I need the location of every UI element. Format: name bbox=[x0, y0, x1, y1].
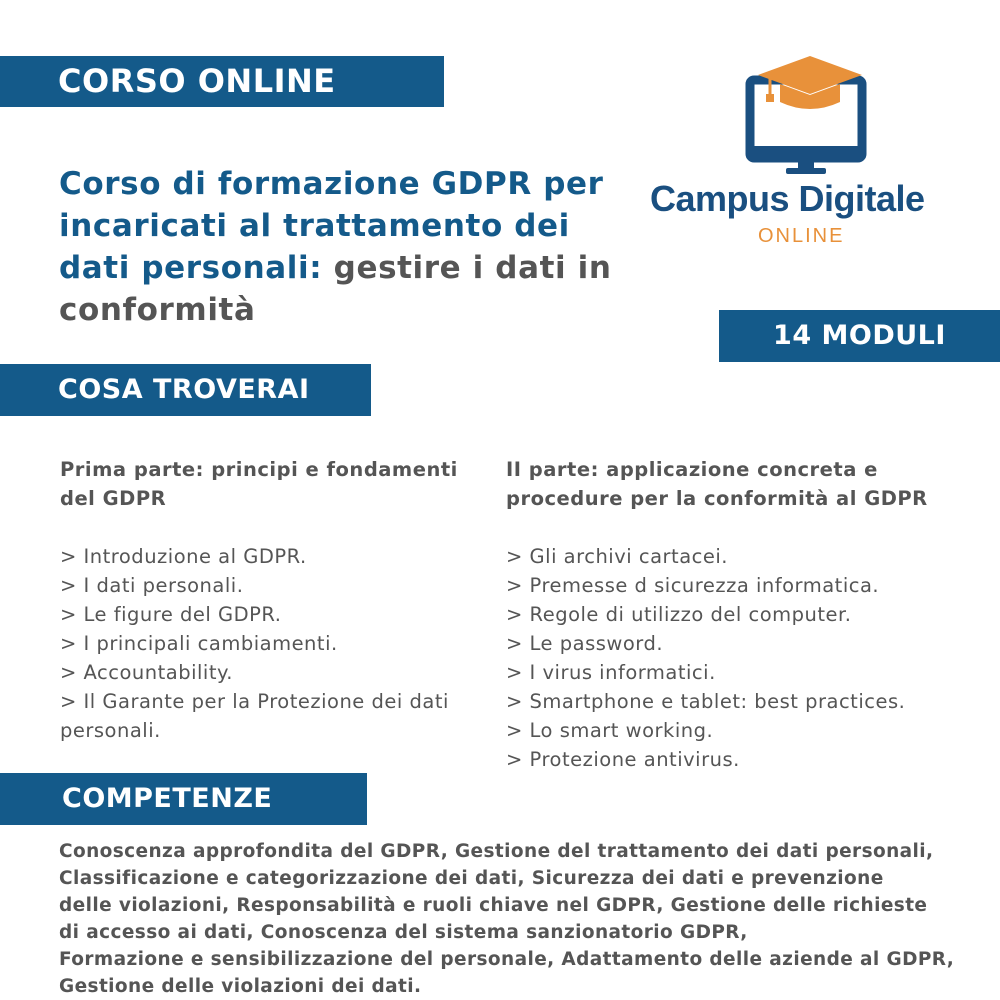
list-item: > I principali cambiamenti. bbox=[60, 632, 338, 655]
list-item: > Le figure del GDPR. bbox=[60, 603, 282, 626]
list-item: > Le password. bbox=[506, 632, 664, 655]
part-one-column bbox=[60, 455, 490, 745]
competenze-line: Conoscenza approfondita del GDPR, Gestione del trattamento dei dati personali, bbox=[59, 841, 934, 862]
course-title-sub: gestire i dati in conformità bbox=[59, 250, 612, 328]
list-item: > I virus informatici. bbox=[506, 661, 716, 684]
cosa-troverai-label: COSA TROVERAI bbox=[58, 374, 310, 405]
list-item: > Gli archivi cartacei. bbox=[506, 545, 728, 568]
moduli-badge-label: 14 MODULI bbox=[773, 320, 946, 351]
list-item: > Smartphone e tablet: best practices. bbox=[506, 690, 906, 713]
course-title-main: Corso di formazione GDPR per incaricati al trattamento dei dati personali: bbox=[59, 166, 604, 286]
moduli-badge bbox=[719, 310, 1000, 362]
competenze-label: COMPETENZE bbox=[62, 783, 273, 814]
campus-digitale-logo bbox=[650, 50, 950, 250]
list-item: > Premesse d sicurezza informatica. bbox=[506, 574, 880, 597]
competenze-line: Gestione delle violazioni dei dati. bbox=[59, 976, 422, 997]
part-one-list bbox=[60, 542, 490, 745]
list-item: > Accountability. bbox=[60, 661, 233, 684]
list-item: > Lo smart working. bbox=[506, 719, 714, 742]
corso-online-banner bbox=[0, 56, 444, 107]
cosa-troverai-banner bbox=[0, 364, 371, 416]
competenze-line: di accesso ai dati, Conoscenza del sistema sanzionatorio GDPR, bbox=[59, 922, 748, 943]
list-item: > Il Garante per la Protezione dei dati personali. bbox=[60, 690, 449, 742]
logo-name: Campus Digitale bbox=[650, 178, 925, 219]
logo-tagline: ONLINE bbox=[758, 225, 845, 247]
list-item: > Protezione antivirus. bbox=[506, 748, 740, 771]
part-two-column bbox=[506, 455, 976, 774]
monitor-graduation-cap-icon bbox=[650, 50, 950, 180]
competenze-text bbox=[59, 838, 989, 1000]
competenze-line: Formazione e sensibilizzazione del personale, Adattamento delle aziende al GDPR, bbox=[59, 949, 955, 970]
competenze-banner bbox=[0, 773, 367, 825]
part-two-heading: II parte: applicazione concreta e procedure per la conformità al GDPR bbox=[506, 458, 928, 510]
list-item: > I dati personali. bbox=[60, 574, 244, 597]
competenze-line: Classificazione e categorizzazione dei dati, Sicurezza dei dati e prevenzione bbox=[59, 868, 884, 889]
competenze-line: delle violazioni, Responsabilità e ruoli chiave nel GDPR, Gestione delle richieste bbox=[59, 895, 928, 916]
list-item: > Regole di utilizzo del computer. bbox=[506, 603, 852, 626]
list-item: > Introduzione al GDPR. bbox=[60, 545, 307, 568]
part-one-heading: Prima parte: principi e fondamenti del GDPR bbox=[60, 458, 458, 510]
corso-online-label: CORSO ONLINE bbox=[58, 62, 336, 100]
course-title bbox=[59, 163, 629, 331]
part-two-list bbox=[506, 542, 976, 774]
